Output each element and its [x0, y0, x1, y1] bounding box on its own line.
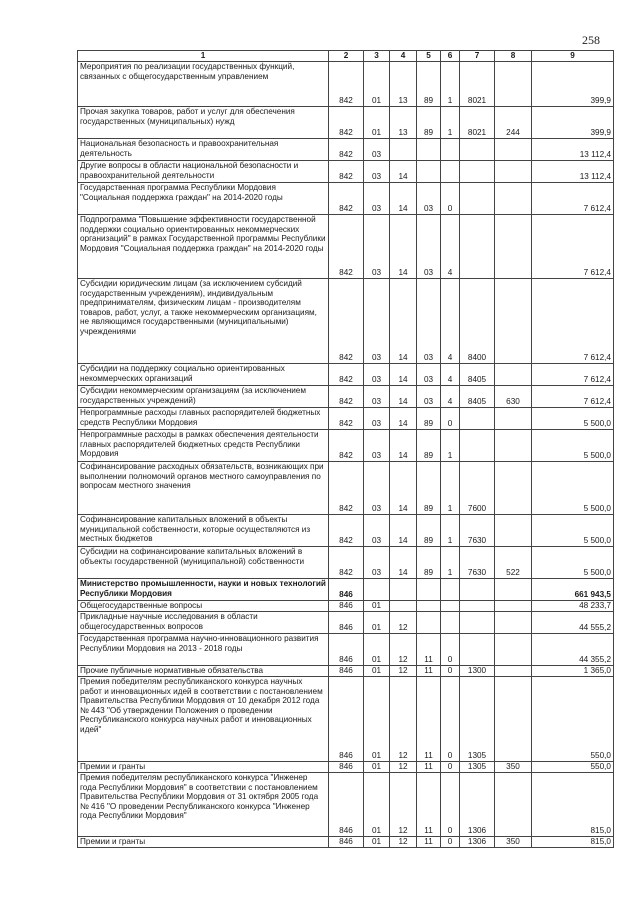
- code-expense-type: [495, 773, 532, 837]
- code-admin: 842: [329, 215, 364, 279]
- row-name: Государственная программа Республики Мордовия "Социальная поддержка граждан" на 2014-2020 годы: [78, 183, 329, 215]
- amount: 7 612,4: [532, 183, 614, 215]
- code-admin: 842: [329, 107, 364, 139]
- code-target: [460, 161, 495, 183]
- code-program: 89: [417, 107, 441, 139]
- code-target: 1305: [460, 762, 495, 773]
- code-admin: 842: [329, 547, 364, 579]
- code-section: 01: [364, 107, 390, 139]
- code-subprogram: [441, 139, 460, 161]
- code-section: 03: [364, 139, 390, 161]
- code-expense-type: 630: [495, 386, 532, 408]
- row-name: Национальная безопасность и правоохранительная деятельность: [78, 139, 329, 161]
- code-subsection: [390, 601, 417, 612]
- code-subprogram: 4: [441, 215, 460, 279]
- table-row: [78, 837, 614, 848]
- code-program: 89: [417, 547, 441, 579]
- code-admin: 842: [329, 462, 364, 515]
- code-subsection: 14: [390, 547, 417, 579]
- code-program: 03: [417, 215, 441, 279]
- amount: 44 355,2: [532, 634, 614, 666]
- row-name: Непрограммные расходы главных распорядителей бюджетных средств Республики Мордовия: [78, 408, 329, 430]
- row-name: Непрограммные расходы в рамках обеспечения деятельности главных распорядителей бюджетных средств Республики Мордовия: [78, 430, 329, 462]
- code-admin: 842: [329, 515, 364, 547]
- code-subprogram: 4: [441, 279, 460, 364]
- table-row: [78, 579, 614, 601]
- code-section: 01: [364, 677, 390, 762]
- code-expense-type: [495, 677, 532, 762]
- table-row: [78, 515, 614, 547]
- code-subsection: [390, 139, 417, 161]
- column-header: 7: [460, 51, 495, 62]
- code-target: 1305: [460, 677, 495, 762]
- code-admin: 842: [329, 408, 364, 430]
- code-section: 01: [364, 634, 390, 666]
- code-subprogram: 0: [441, 677, 460, 762]
- code-target: [460, 634, 495, 666]
- table-row: [78, 634, 614, 666]
- code-program: [417, 612, 441, 634]
- table-row: [78, 386, 614, 408]
- code-subprogram: 0: [441, 773, 460, 837]
- amount: 661 943,5: [532, 579, 614, 601]
- amount: 399,9: [532, 107, 614, 139]
- table-row: [78, 139, 614, 161]
- amount: 550,0: [532, 677, 614, 762]
- amount: 7 612,4: [532, 279, 614, 364]
- table-header-row: [78, 51, 614, 62]
- amount: 815,0: [532, 773, 614, 837]
- amount: 5 500,0: [532, 515, 614, 547]
- code-subprogram: 0: [441, 762, 460, 773]
- column-header: 3: [364, 51, 390, 62]
- code-subprogram: 1: [441, 462, 460, 515]
- code-admin: 846: [329, 612, 364, 634]
- code-admin: 846: [329, 601, 364, 612]
- code-admin: 846: [329, 666, 364, 677]
- code-program: 11: [417, 762, 441, 773]
- code-target: [460, 183, 495, 215]
- code-subsection: 14: [390, 215, 417, 279]
- column-header: 2: [329, 51, 364, 62]
- row-name: Премия победителям республиканского конкурса "Инженер года Республики Мордовия" в соответствии с постановлением Правительства Республики Мордовия от 31 октября 2005 года № 416 "О проведении Республиканского конкурса "Инженер года Республики Мордовия": [78, 773, 329, 837]
- code-expense-type: 522: [495, 547, 532, 579]
- code-section: 03: [364, 386, 390, 408]
- code-subprogram: 1: [441, 547, 460, 579]
- code-admin: 842: [329, 364, 364, 386]
- code-subprogram: [441, 579, 460, 601]
- code-target: 1300: [460, 666, 495, 677]
- code-target: 8400: [460, 279, 495, 364]
- row-name: Прочие публичные нормативные обязательства: [78, 666, 329, 677]
- code-target: [460, 601, 495, 612]
- code-program: 89: [417, 462, 441, 515]
- code-expense-type: 244: [495, 107, 532, 139]
- code-subsection: 12: [390, 666, 417, 677]
- code-section: 03: [364, 161, 390, 183]
- code-subprogram: 4: [441, 386, 460, 408]
- code-target: [460, 579, 495, 601]
- row-name: Прочая закупка товаров, работ и услуг для обеспечения государственных (муниципальных) нужд: [78, 107, 329, 139]
- row-name: Государственная программа научно-инновационного развития Республики Мордовия на 2013 - 2018 годы: [78, 634, 329, 666]
- amount: 7 612,4: [532, 364, 614, 386]
- code-program: 03: [417, 279, 441, 364]
- row-name: Софинансирование капитальных вложений в объекты муниципальной собственности, которые осуществляются из местных бюджетов: [78, 515, 329, 547]
- code-subsection: 12: [390, 612, 417, 634]
- row-name: Министерство промышленности, науки и новых технологий Республики Мордовия: [78, 579, 329, 601]
- code-subsection: 13: [390, 107, 417, 139]
- code-target: [460, 612, 495, 634]
- code-target: [460, 139, 495, 161]
- table-row: [78, 612, 614, 634]
- row-name: Премии и гранты: [78, 762, 329, 773]
- code-section: 03: [364, 408, 390, 430]
- code-section: 01: [364, 666, 390, 677]
- code-subprogram: 4: [441, 364, 460, 386]
- code-target: 7630: [460, 547, 495, 579]
- code-program: 11: [417, 837, 441, 848]
- code-program: 89: [417, 515, 441, 547]
- column-header: 8: [495, 51, 532, 62]
- code-program: 89: [417, 62, 441, 107]
- code-subprogram: [441, 612, 460, 634]
- table-row: [78, 161, 614, 183]
- row-name: Премия победителям республиканского конкурса научных работ и инновационных идей в соответствии с постановлением Правительства Республики Мордовия от 10 декабря 2012 года № 443 "Об утверждении Положения о проведении Республиканского конкурса научных работ и инновационных идей": [78, 677, 329, 762]
- amount: 550,0: [532, 762, 614, 773]
- code-subsection: 14: [390, 515, 417, 547]
- amount: 7 612,4: [532, 215, 614, 279]
- table-row: [78, 677, 614, 762]
- code-section: [364, 579, 390, 601]
- code-subprogram: 1: [441, 515, 460, 547]
- code-admin: 842: [329, 161, 364, 183]
- table-row: [78, 62, 614, 107]
- row-name: Субсидии на софинансирование капитальных вложений в объекты государственной (муниципальной) собственности: [78, 547, 329, 579]
- code-admin: 842: [329, 386, 364, 408]
- row-name: Софинансирование расходных обязательств, возникающих при выполнении полномочий органов местного самоуправления по вопросам местного значения: [78, 462, 329, 515]
- row-name: Мероприятия по реализации государственных функций, связанных с общегосударственным управлением: [78, 62, 329, 107]
- column-header: 1: [78, 51, 329, 62]
- code-subsection: 12: [390, 634, 417, 666]
- column-header: 4: [390, 51, 417, 62]
- table-row: [78, 430, 614, 462]
- code-expense-type: [495, 612, 532, 634]
- table-row: [78, 107, 614, 139]
- code-subsection: 14: [390, 430, 417, 462]
- amount: 399,9: [532, 62, 614, 107]
- code-subsection: 14: [390, 183, 417, 215]
- code-expense-type: [495, 579, 532, 601]
- code-section: 03: [364, 279, 390, 364]
- code-program: 89: [417, 408, 441, 430]
- code-target: 8405: [460, 364, 495, 386]
- code-subprogram: 0: [441, 183, 460, 215]
- code-subprogram: 0: [441, 408, 460, 430]
- amount: 44 555,2: [532, 612, 614, 634]
- row-name: Общегосударственные вопросы: [78, 601, 329, 612]
- code-target: 7600: [460, 462, 495, 515]
- amount: 5 500,0: [532, 408, 614, 430]
- code-section: 01: [364, 601, 390, 612]
- code-section: 01: [364, 762, 390, 773]
- row-name: Субсидии юридическим лицам (за исключением субсидий государственным учреждениям), индивидуальным предпринимателям, физическим лицам - производителям товаров, работ, услуг, а также некоммерческим организациям, не являющимся государственными (муниципальными) учреждениями: [78, 279, 329, 364]
- code-subsection: 12: [390, 762, 417, 773]
- code-section: 03: [364, 515, 390, 547]
- code-program: 03: [417, 183, 441, 215]
- column-header: 6: [441, 51, 460, 62]
- amount: 48 233,7: [532, 601, 614, 612]
- code-program: [417, 139, 441, 161]
- code-section: 03: [364, 364, 390, 386]
- code-expense-type: 350: [495, 762, 532, 773]
- code-target: 8021: [460, 107, 495, 139]
- row-name: Прикладные научные исследования в области общегосударственных вопросов: [78, 612, 329, 634]
- code-expense-type: [495, 139, 532, 161]
- table-row: [78, 773, 614, 837]
- table-row: [78, 279, 614, 364]
- amount: 5 500,0: [532, 430, 614, 462]
- code-subprogram: 0: [441, 634, 460, 666]
- code-expense-type: [495, 666, 532, 677]
- code-section: 03: [364, 215, 390, 279]
- code-program: 03: [417, 386, 441, 408]
- code-section: 01: [364, 612, 390, 634]
- table-row: [78, 183, 614, 215]
- code-program: 11: [417, 773, 441, 837]
- code-expense-type: [495, 408, 532, 430]
- code-subprogram: 0: [441, 837, 460, 848]
- code-expense-type: [495, 515, 532, 547]
- code-admin: 846: [329, 762, 364, 773]
- code-section: 03: [364, 430, 390, 462]
- code-admin: 846: [329, 579, 364, 601]
- code-program: 11: [417, 677, 441, 762]
- code-target: [460, 215, 495, 279]
- code-section: 03: [364, 462, 390, 515]
- code-section: 03: [364, 183, 390, 215]
- amount: 7 612,4: [532, 386, 614, 408]
- row-name: Другие вопросы в области национальной безопасности и правоохранительной деятельности: [78, 161, 329, 183]
- page-number: 258: [582, 33, 600, 47]
- amount: 5 500,0: [532, 547, 614, 579]
- table-row: [78, 462, 614, 515]
- code-subsection: 14: [390, 408, 417, 430]
- amount: 1 365,0: [532, 666, 614, 677]
- code-admin: 842: [329, 183, 364, 215]
- code-subprogram: [441, 161, 460, 183]
- row-name: Субсидии некоммерческим организациям (за исключением государственных учреждений): [78, 386, 329, 408]
- code-subsection: 12: [390, 677, 417, 762]
- code-section: 01: [364, 62, 390, 107]
- code-subprogram: 1: [441, 107, 460, 139]
- code-subsection: 12: [390, 773, 417, 837]
- code-program: [417, 579, 441, 601]
- column-header: 5: [417, 51, 441, 62]
- amount: 13 112,4: [532, 161, 614, 183]
- code-expense-type: [495, 634, 532, 666]
- code-admin: 846: [329, 837, 364, 848]
- row-name: Подпрограмма "Повышение эффективности государственной поддержки социально ориентированных некоммерческих организаций" в рамках Государственной программы Республики Мордовия "Социальная поддержка граждан" на 2014-2020 годы: [78, 215, 329, 279]
- code-admin: 842: [329, 279, 364, 364]
- code-target: [460, 430, 495, 462]
- code-target: [460, 408, 495, 430]
- code-target: 8405: [460, 386, 495, 408]
- code-section: 03: [364, 547, 390, 579]
- code-admin: 842: [329, 139, 364, 161]
- amount: 13 112,4: [532, 139, 614, 161]
- budget-table: [77, 50, 614, 848]
- column-header: 9: [532, 51, 614, 62]
- code-target: 8021: [460, 62, 495, 107]
- code-program: 11: [417, 666, 441, 677]
- code-program: [417, 161, 441, 183]
- row-name: Премии и гранты: [78, 837, 329, 848]
- code-program: 03: [417, 364, 441, 386]
- code-subprogram: 1: [441, 62, 460, 107]
- code-expense-type: [495, 279, 532, 364]
- code-subprogram: 1: [441, 430, 460, 462]
- code-program: 89: [417, 430, 441, 462]
- row-name: Субсидии на поддержку социально ориентированных некоммерческих организаций: [78, 364, 329, 386]
- code-admin: 846: [329, 773, 364, 837]
- code-expense-type: [495, 161, 532, 183]
- code-admin: 846: [329, 677, 364, 762]
- code-subsection: 14: [390, 462, 417, 515]
- code-expense-type: 350: [495, 837, 532, 848]
- code-expense-type: [495, 462, 532, 515]
- code-program: 11: [417, 634, 441, 666]
- code-subsection: 12: [390, 837, 417, 848]
- code-admin: 842: [329, 62, 364, 107]
- table-row: [78, 762, 614, 773]
- code-subsection: 14: [390, 161, 417, 183]
- code-expense-type: [495, 430, 532, 462]
- code-section: 01: [364, 837, 390, 848]
- code-admin: 846: [329, 634, 364, 666]
- code-expense-type: [495, 62, 532, 107]
- table-row: [78, 364, 614, 386]
- code-section: 01: [364, 773, 390, 837]
- table-row: [78, 666, 614, 677]
- code-target: 1306: [460, 773, 495, 837]
- amount: 815,0: [532, 837, 614, 848]
- code-expense-type: [495, 364, 532, 386]
- table-row: [78, 601, 614, 612]
- code-subsection: 13: [390, 62, 417, 107]
- code-target: 1306: [460, 837, 495, 848]
- code-subprogram: 0: [441, 666, 460, 677]
- table-row: [78, 408, 614, 430]
- table-row: [78, 215, 614, 279]
- code-expense-type: [495, 601, 532, 612]
- code-expense-type: [495, 183, 532, 215]
- code-subsection: 14: [390, 279, 417, 364]
- code-subsection: 14: [390, 386, 417, 408]
- code-program: [417, 601, 441, 612]
- table-row: [78, 547, 614, 579]
- amount: 5 500,0: [532, 462, 614, 515]
- code-admin: 842: [329, 430, 364, 462]
- code-subprogram: [441, 601, 460, 612]
- code-expense-type: [495, 215, 532, 279]
- code-target: 7630: [460, 515, 495, 547]
- code-subsection: [390, 579, 417, 601]
- code-subsection: 14: [390, 364, 417, 386]
